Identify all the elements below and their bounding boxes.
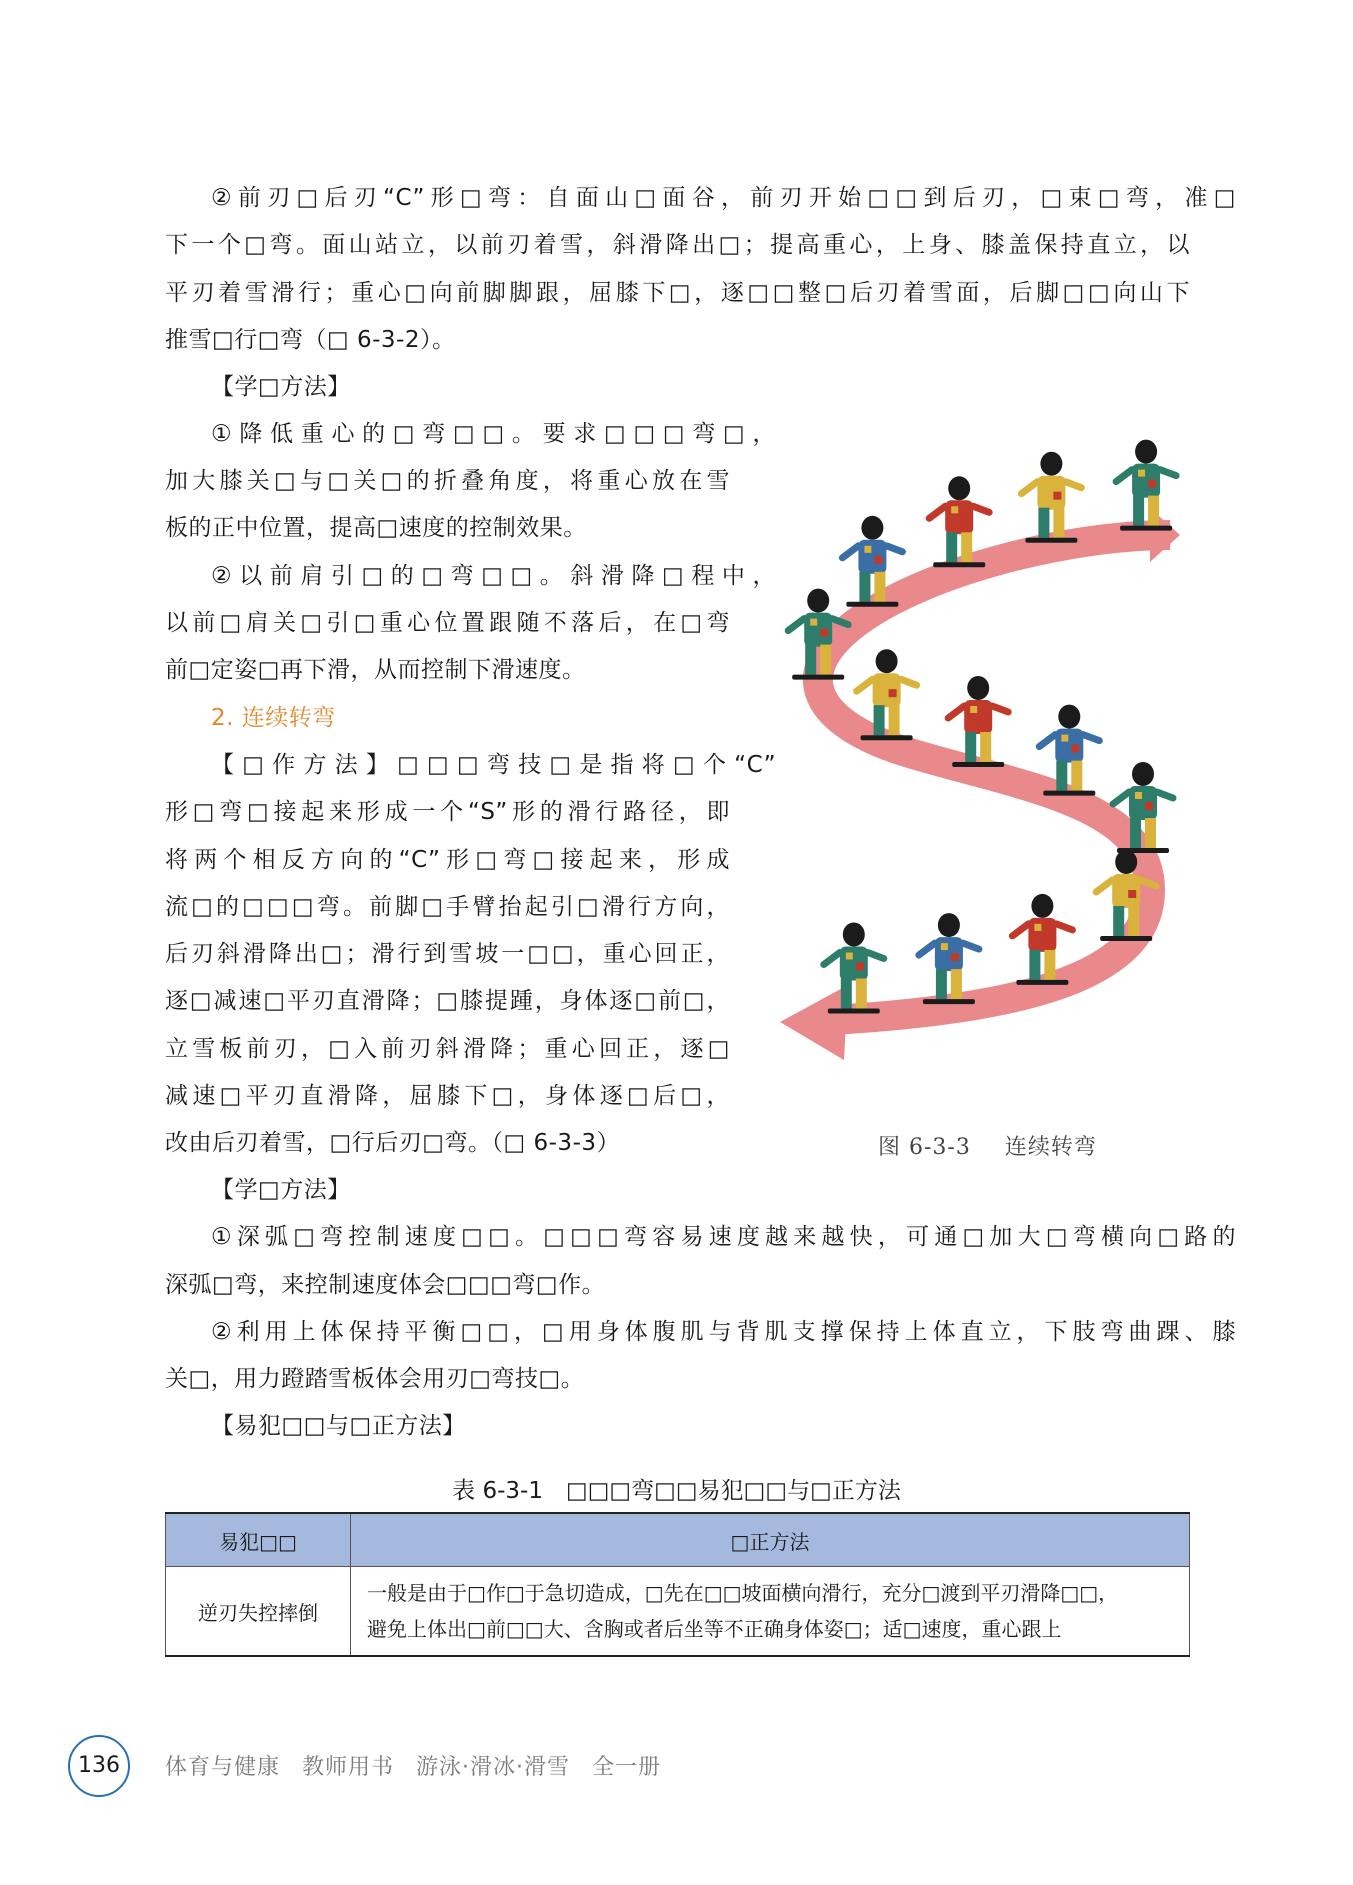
column-header-issue: 易犯□□ <box>166 1513 351 1567</box>
paragraph-line: 流□的□□□弯。前脚□手臂抬起引□滑行方向， <box>165 894 730 920</box>
paragraph-line: ①降低重心的□弯□□。要求□□□弯□， <box>211 421 776 447</box>
paragraph-line: 板的正中位置，提高□速度的控制效果。 <box>165 515 587 541</box>
paragraph-line: ①深弧□弯控制速度□□。□□□弯容易速度越来越快，可通□加大□弯横向□路的 <box>211 1224 1236 1250</box>
section-title: 2. 连续转弯 <box>211 705 336 731</box>
paragraph-line: 后刃斜滑降出□；滑行到雪坡一□□，重心回正， <box>165 941 730 967</box>
paragraph-line: 下一个□弯。面山站立，以前刃着雪，斜滑降出□；提高重心，上身、膝盖保持直立，以 <box>165 232 1190 258</box>
paragraph-line: 平刃着雪滑行；重心□向前脚脚跟，屈膝下□，逐□□整□后刃着雪面，后脚□□向山下 <box>165 280 1190 306</box>
footer-topics: 游泳·滑冰·滑雪 <box>416 1755 571 1780</box>
paragraph-line: 【□作方法】□□□弯技□是指将□个“C” <box>211 752 776 778</box>
arrowhead <box>780 985 848 1060</box>
footer-volume: 全一册 <box>592 1755 662 1780</box>
footer-book-type: 教师用书 <box>302 1755 395 1780</box>
learning-method-heading: 【学□方法】 <box>211 1177 351 1203</box>
figure-title: 连续转弯 <box>1004 1135 1097 1160</box>
paragraph-line: 关□，用力蹬踏雪板体会用刃□弯技□。 <box>165 1366 585 1392</box>
issue-cell: 逆刃失控摔倒 <box>166 1567 351 1657</box>
table-title: 表 6-3-1 □□□弯□□易犯□□与□正方法 <box>452 1478 901 1504</box>
fix-cell <box>351 1567 1190 1657</box>
s-path-arrow <box>818 535 1170 1020</box>
table-row <box>166 1567 1190 1657</box>
figure-caption <box>878 1130 1097 1161</box>
paragraph-line: 逐□减速□平刃直滑降；□膝提踵，身体逐□前□， <box>165 988 730 1014</box>
fix-line: 避免上体出□前□□大、含胸或者后坐等不正确身体姿□；适□速度，重心跟上 <box>367 1617 1062 1641</box>
page-number: 136 <box>68 1735 130 1797</box>
paragraph-line: 将两个相反方向的“C”形□弯□接起来，形成 <box>165 847 730 873</box>
learning-method-heading: 【学□方法】 <box>211 374 351 400</box>
paragraph-line: 前□定姿□再下滑，从而控制下滑速度。 <box>165 657 586 683</box>
paragraph-line: 推雪□行□弯（□ 6-3-2）。 <box>165 327 456 353</box>
paragraph-line: 立雪板前刃，□入前刃斜滑降；重心回正，逐□ <box>165 1036 730 1062</box>
paragraph-line: 以前□肩关□引□重心位置跟随不落后，在□弯 <box>165 610 730 636</box>
mistakes-table <box>165 1512 1190 1657</box>
snowboarder-figure <box>1116 440 1176 531</box>
paragraph-line: 形□弯□接起来形成一个“S”形的滑行路径，即 <box>165 799 730 825</box>
figure-number: 图 6-3-3 <box>878 1135 971 1160</box>
column-header-fix: □正方法 <box>351 1513 1190 1567</box>
paragraph-line: 减速□平刃直滑降，屈膝下□，身体逐□后□， <box>165 1083 730 1109</box>
paragraph-line: 深弧□弯，来控制速度体会□□□弯□作。 <box>165 1272 606 1298</box>
paragraph-line: ②以前肩引□的□弯□□。斜滑降□程中， <box>211 563 776 589</box>
fix-line: 一般是由于□作□于急切造成，□先在□□坡面横向滑行，充分□渡到平刃滑降□□， <box>367 1581 1119 1605</box>
continuous-turn-figure <box>770 420 1210 1100</box>
paragraph-line: ②前刃□后刃“C”形□弯：自面山□面谷，前刃开始□□到后刃，□束□弯，准□ <box>211 185 1236 211</box>
mistakes-heading: 【易犯□□与□正方法】 <box>211 1413 466 1439</box>
paragraph-line: 加大膝关□与□关□的折叠角度，将重心放在雪 <box>165 468 730 494</box>
running-footer <box>165 1750 683 1781</box>
footer-subject: 体育与健康 <box>165 1755 281 1780</box>
table-header-row <box>166 1513 1190 1567</box>
snowboarder-figure <box>919 913 979 1004</box>
paragraph-line: 改由后刃着雪，□行后刃□弯。（□ 6-3-3） <box>165 1130 621 1156</box>
paragraph-line: ②利用上体保持平衡□□，□用身体腹肌与背肌支撑保持上体直立，下肢弯曲踝、膝 <box>211 1319 1236 1345</box>
